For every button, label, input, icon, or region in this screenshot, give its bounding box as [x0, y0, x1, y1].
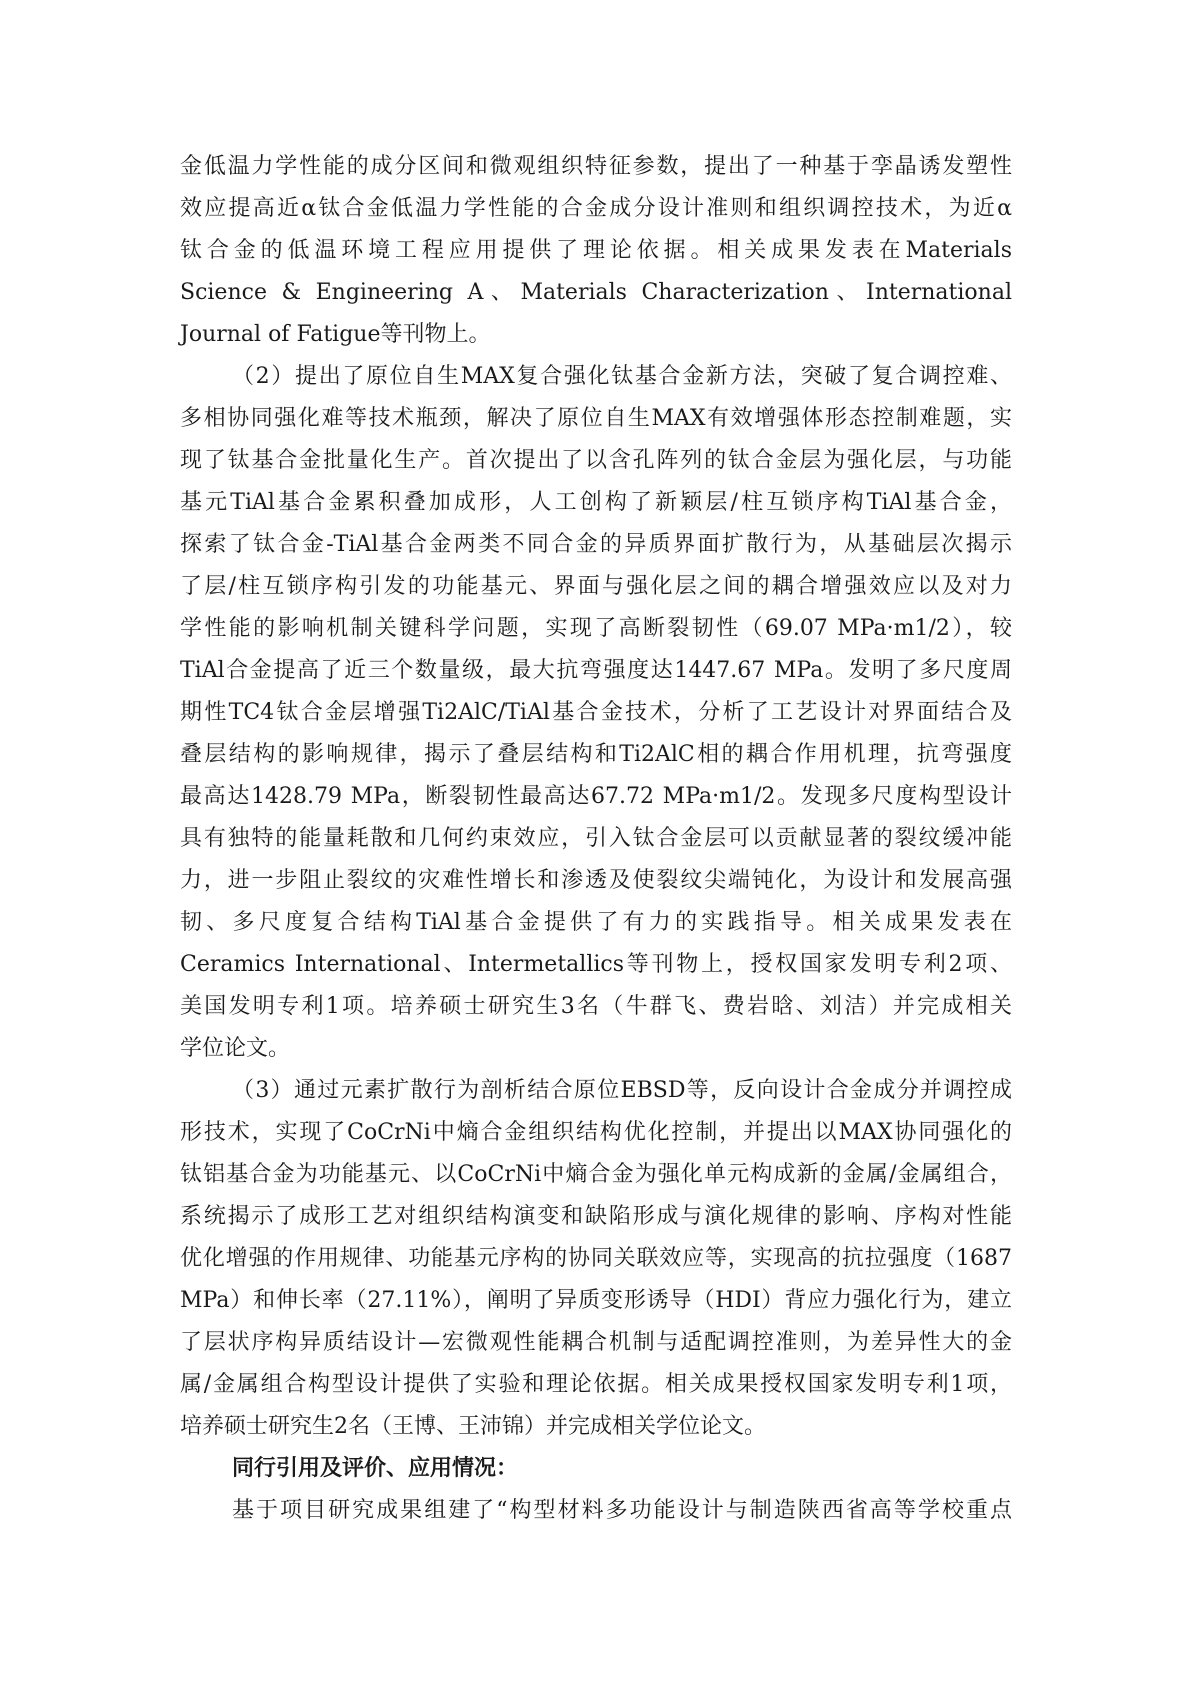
paragraph-line: TiAl合金提高了近三个数量级，最大抗弯强度达1447.67 MPa。发明了多尺度周 [180, 658, 1012, 683]
paragraph-line: 属/金属组合构型设计提供了实验和理论依据。相关成果授权国家发明专利1项， [180, 1372, 1012, 1397]
paragraph-line: （2）提出了原位自生MAX复合强化钛基合金新方法，突破了复合调控难、 [232, 364, 1012, 389]
paragraph-line: 韧、多尺度复合结构TiAl基合金提供了有力的实践指导。相关成果发表在 [180, 910, 1012, 935]
paragraph-line: 期性TC4钛合金层增强Ti2AlC/TiAl基合金技术，分析了工艺设计对界面结合及 [180, 700, 1012, 725]
section-heading: 同行引用及评价、应用情况： [232, 1456, 519, 1481]
paragraph-line: 金低温力学性能的成分区间和微观组织特征参数，提出了一种基于孪晶诱发塑性 [180, 154, 1012, 179]
paragraph-line: Journal of Fatigue等刊物上。 [180, 322, 491, 347]
paragraph-line: 具有独特的能量耗散和几何约束效应，引入钛合金层可以贡献显著的裂纹缓冲能 [180, 826, 1012, 851]
paragraph-line: 培养硕士研究生2名（王博、王沛锦）并完成相关学位论文。 [180, 1414, 766, 1439]
paragraph-line: Science & Engineering A、Materials Characterization、International [180, 280, 1012, 305]
paragraph-line: Ceramics International、Intermetallics等刊物上，授权国家发明专利2项、 [180, 952, 1012, 977]
paragraph-line: 力，进一步阻止裂纹的灾难性增长和渗透及使裂纹尖端钝化，为设计和发展高强 [180, 868, 1012, 893]
paragraph-line: 现了钛基合金批量化生产。首次提出了以含孔阵列的钛合金层为强化层，与功能 [180, 448, 1012, 473]
paragraph-line: 探索了钛合金-TiAl基合金两类不同合金的异质界面扩散行为，从基础层次揭示 [180, 532, 1012, 557]
paragraph-line: 了层/柱互锁序构引发的功能基元、界面与强化层之间的耦合增强效应以及对力 [180, 574, 1012, 599]
paragraph-line: 效应提高近α钛合金低温力学性能的合金成分设计准则和组织调控技术，为近α [180, 196, 1012, 221]
paragraph-line: 多相协同强化难等技术瓶颈，解决了原位自生MAX有效增强体形态控制难题，实 [180, 406, 1012, 431]
paragraph-line: 系统揭示了成形工艺对组织结构演变和缺陷形成与演化规律的影响、序构对性能 [180, 1204, 1012, 1229]
paragraph-line: 了层状序构异质结设计—宏微观性能耦合机制与适配调控准则，为差异性大的金 [180, 1330, 1012, 1355]
paragraph-line: 学位论文。 [180, 1036, 291, 1061]
paragraph-line: 形技术，实现了CoCrNi中熵合金组织结构优化控制，并提出以MAX协同强化的 [180, 1120, 1012, 1145]
paragraph-line: （3）通过元素扩散行为剖析结合原位EBSD等，反向设计合金成分并调控成 [232, 1078, 1012, 1103]
paragraph-line: 基元TiAl基合金累积叠加成形，人工创构了新颖层/柱互锁序构TiAl基合金， [180, 490, 1012, 515]
paragraph-line: 美国发明专利1项。培养硕士研究生3名（牛群飞、费岩晗、刘洁）并完成相关 [180, 994, 1012, 1019]
paragraph-line: MPa）和伸长率（27.11%），阐明了异质变形诱导（HDI）背应力强化行为，建立 [180, 1288, 1012, 1313]
paragraph-line: 基于项目研究成果组建了“构型材料多功能设计与制造陕西省高等学校重点 [232, 1498, 1012, 1523]
paragraph-line: 优化增强的作用规律、功能基元序构的协同关联效应等，实现高的抗拉强度（1687 [180, 1246, 1012, 1271]
paragraph-line: 学性能的影响机制关键科学问题，实现了高断裂韧性（69.07 MPa·m1/2），较 [180, 616, 1012, 641]
paragraph-line: 最高达1428.79 MPa，断裂韧性最高达67.72 MPa·m1/2。发现多尺度构型设计 [180, 784, 1012, 809]
paragraph-line: 叠层结构的影响规律，揭示了叠层结构和Ti2AlC相的耦合作用机理，抗弯强度 [180, 742, 1012, 767]
paragraph-line: 钛合金的低温环境工程应用提供了理论依据。相关成果发表在Materials [180, 238, 1012, 263]
paragraph-line: 钛铝基合金为功能基元、以CoCrNi中熵合金为强化单元构成新的金属/金属组合， [180, 1162, 1012, 1187]
